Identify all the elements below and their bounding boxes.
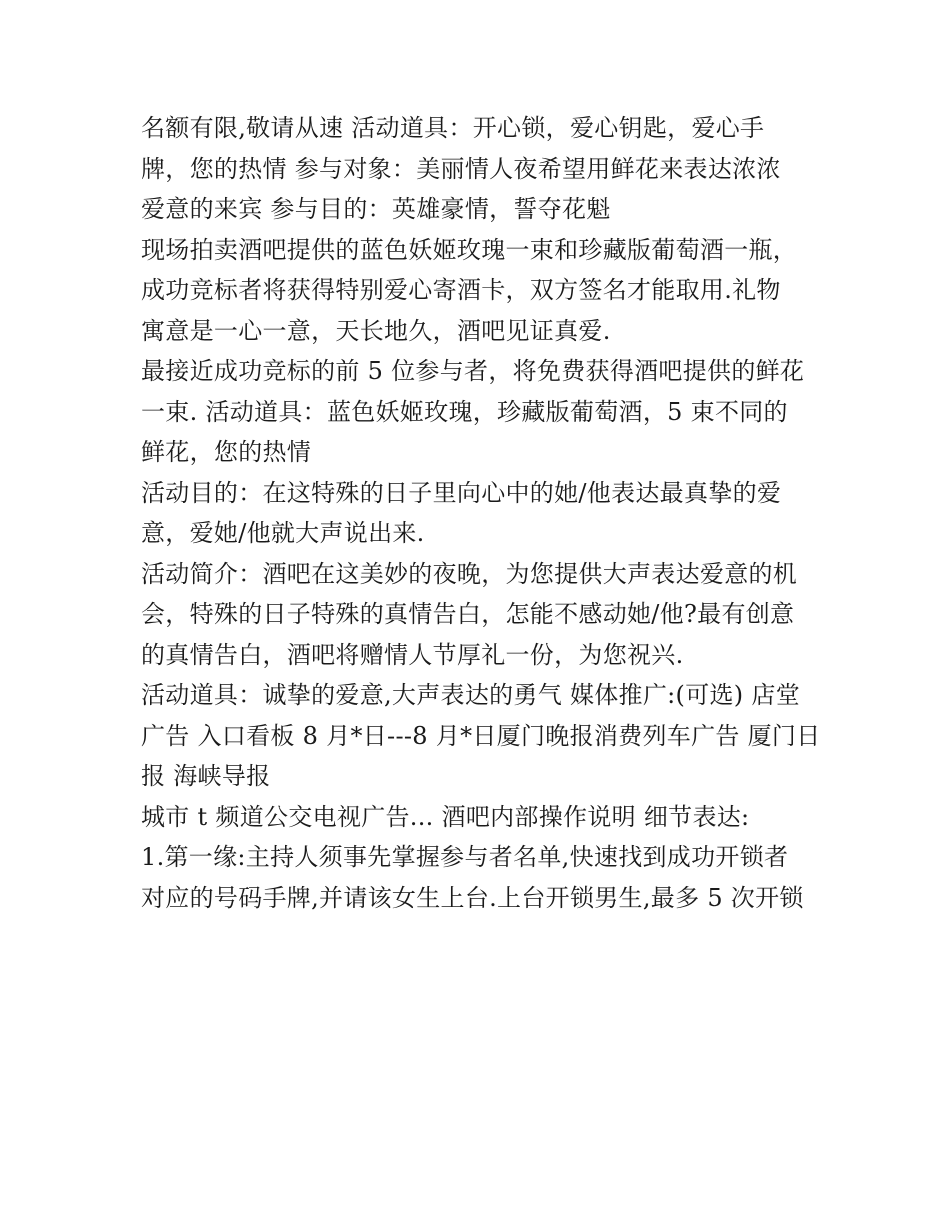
paragraph-first-step xyxy=(141,837,821,918)
text-line: 意，爱她/他就大声说出来. xyxy=(141,519,425,547)
text-line: 活动简介：酒吧在这美妙的夜晚，为您提供大声表达爱意的机 xyxy=(141,559,798,588)
text-line: 现场拍卖酒吧提供的蓝色妖姬玫瑰一束和珍藏版葡萄酒一瓶， xyxy=(141,235,798,264)
text-line: 最接近成功竞标的前 5 位参与者，将免费获得酒吧提供的鲜花 xyxy=(141,357,805,385)
text-line: 成功竞标者将获得特别爱心寄酒卡，双方签名才能取用.礼物 xyxy=(141,276,781,304)
paragraph-activity-goal xyxy=(141,473,821,554)
text-line: 名额有限,敬请从速 活动道具：开心锁，爱心钥匙，爱心手 xyxy=(141,114,765,142)
paragraph-activity-intro xyxy=(141,554,821,676)
text-line: 一束. 活动道具：蓝色妖姬玫瑰，珍藏版葡萄酒，5 束不同的 xyxy=(141,397,788,426)
text-line: 爱意的来宾 参与目的：英雄豪情，誓夺花魁 xyxy=(141,195,611,223)
text-line: 1.第一缘:主持人须事先掌握参与者名单,快速找到成功开锁者 xyxy=(141,843,789,871)
text-line: 活动道具：诚挚的爱意,大声表达的勇气 媒体推广:(可选) 店堂 xyxy=(141,681,800,709)
text-line: 报 海峡导报 xyxy=(141,762,271,790)
text-line: 对应的号码手牌,并请该女生上台.上台开锁男生,最多 5 次开锁 xyxy=(141,883,804,912)
text-line: 活动目的：在这特殊的日子里向心中的她/他表达最真挚的爱 xyxy=(141,478,782,507)
text-line: 鲜花，您的热情 xyxy=(141,438,312,466)
paragraph-city-tv xyxy=(141,797,821,838)
text-line: 的真情告白，酒吧将赠情人节厚礼一份，为您祝兴. xyxy=(141,640,684,669)
paragraph-auction xyxy=(141,230,821,352)
paragraph-activity-props xyxy=(141,108,821,230)
text-line: 寓意是一心一意，天长地久，酒吧见证真爱. xyxy=(141,316,611,345)
text-line: 广告 入口看板 8 月*日---8 月*日厦门晚报消费列车广告 厦门日 xyxy=(141,721,821,750)
document-body xyxy=(141,108,821,918)
text-line: 城市 t 频道公交电视广告... 酒吧内部操作说明 细节表达: xyxy=(141,802,750,831)
paragraph-media-promotion xyxy=(141,675,821,797)
text-line: 会，特殊的日子特殊的真情告白，怎能不感动她/他?最有创意 xyxy=(141,600,795,628)
paragraph-top-five xyxy=(141,351,821,473)
text-line: 牌，您的热情 参与对象：美丽情人夜希望用鲜花来表达浓浓 xyxy=(141,154,781,183)
